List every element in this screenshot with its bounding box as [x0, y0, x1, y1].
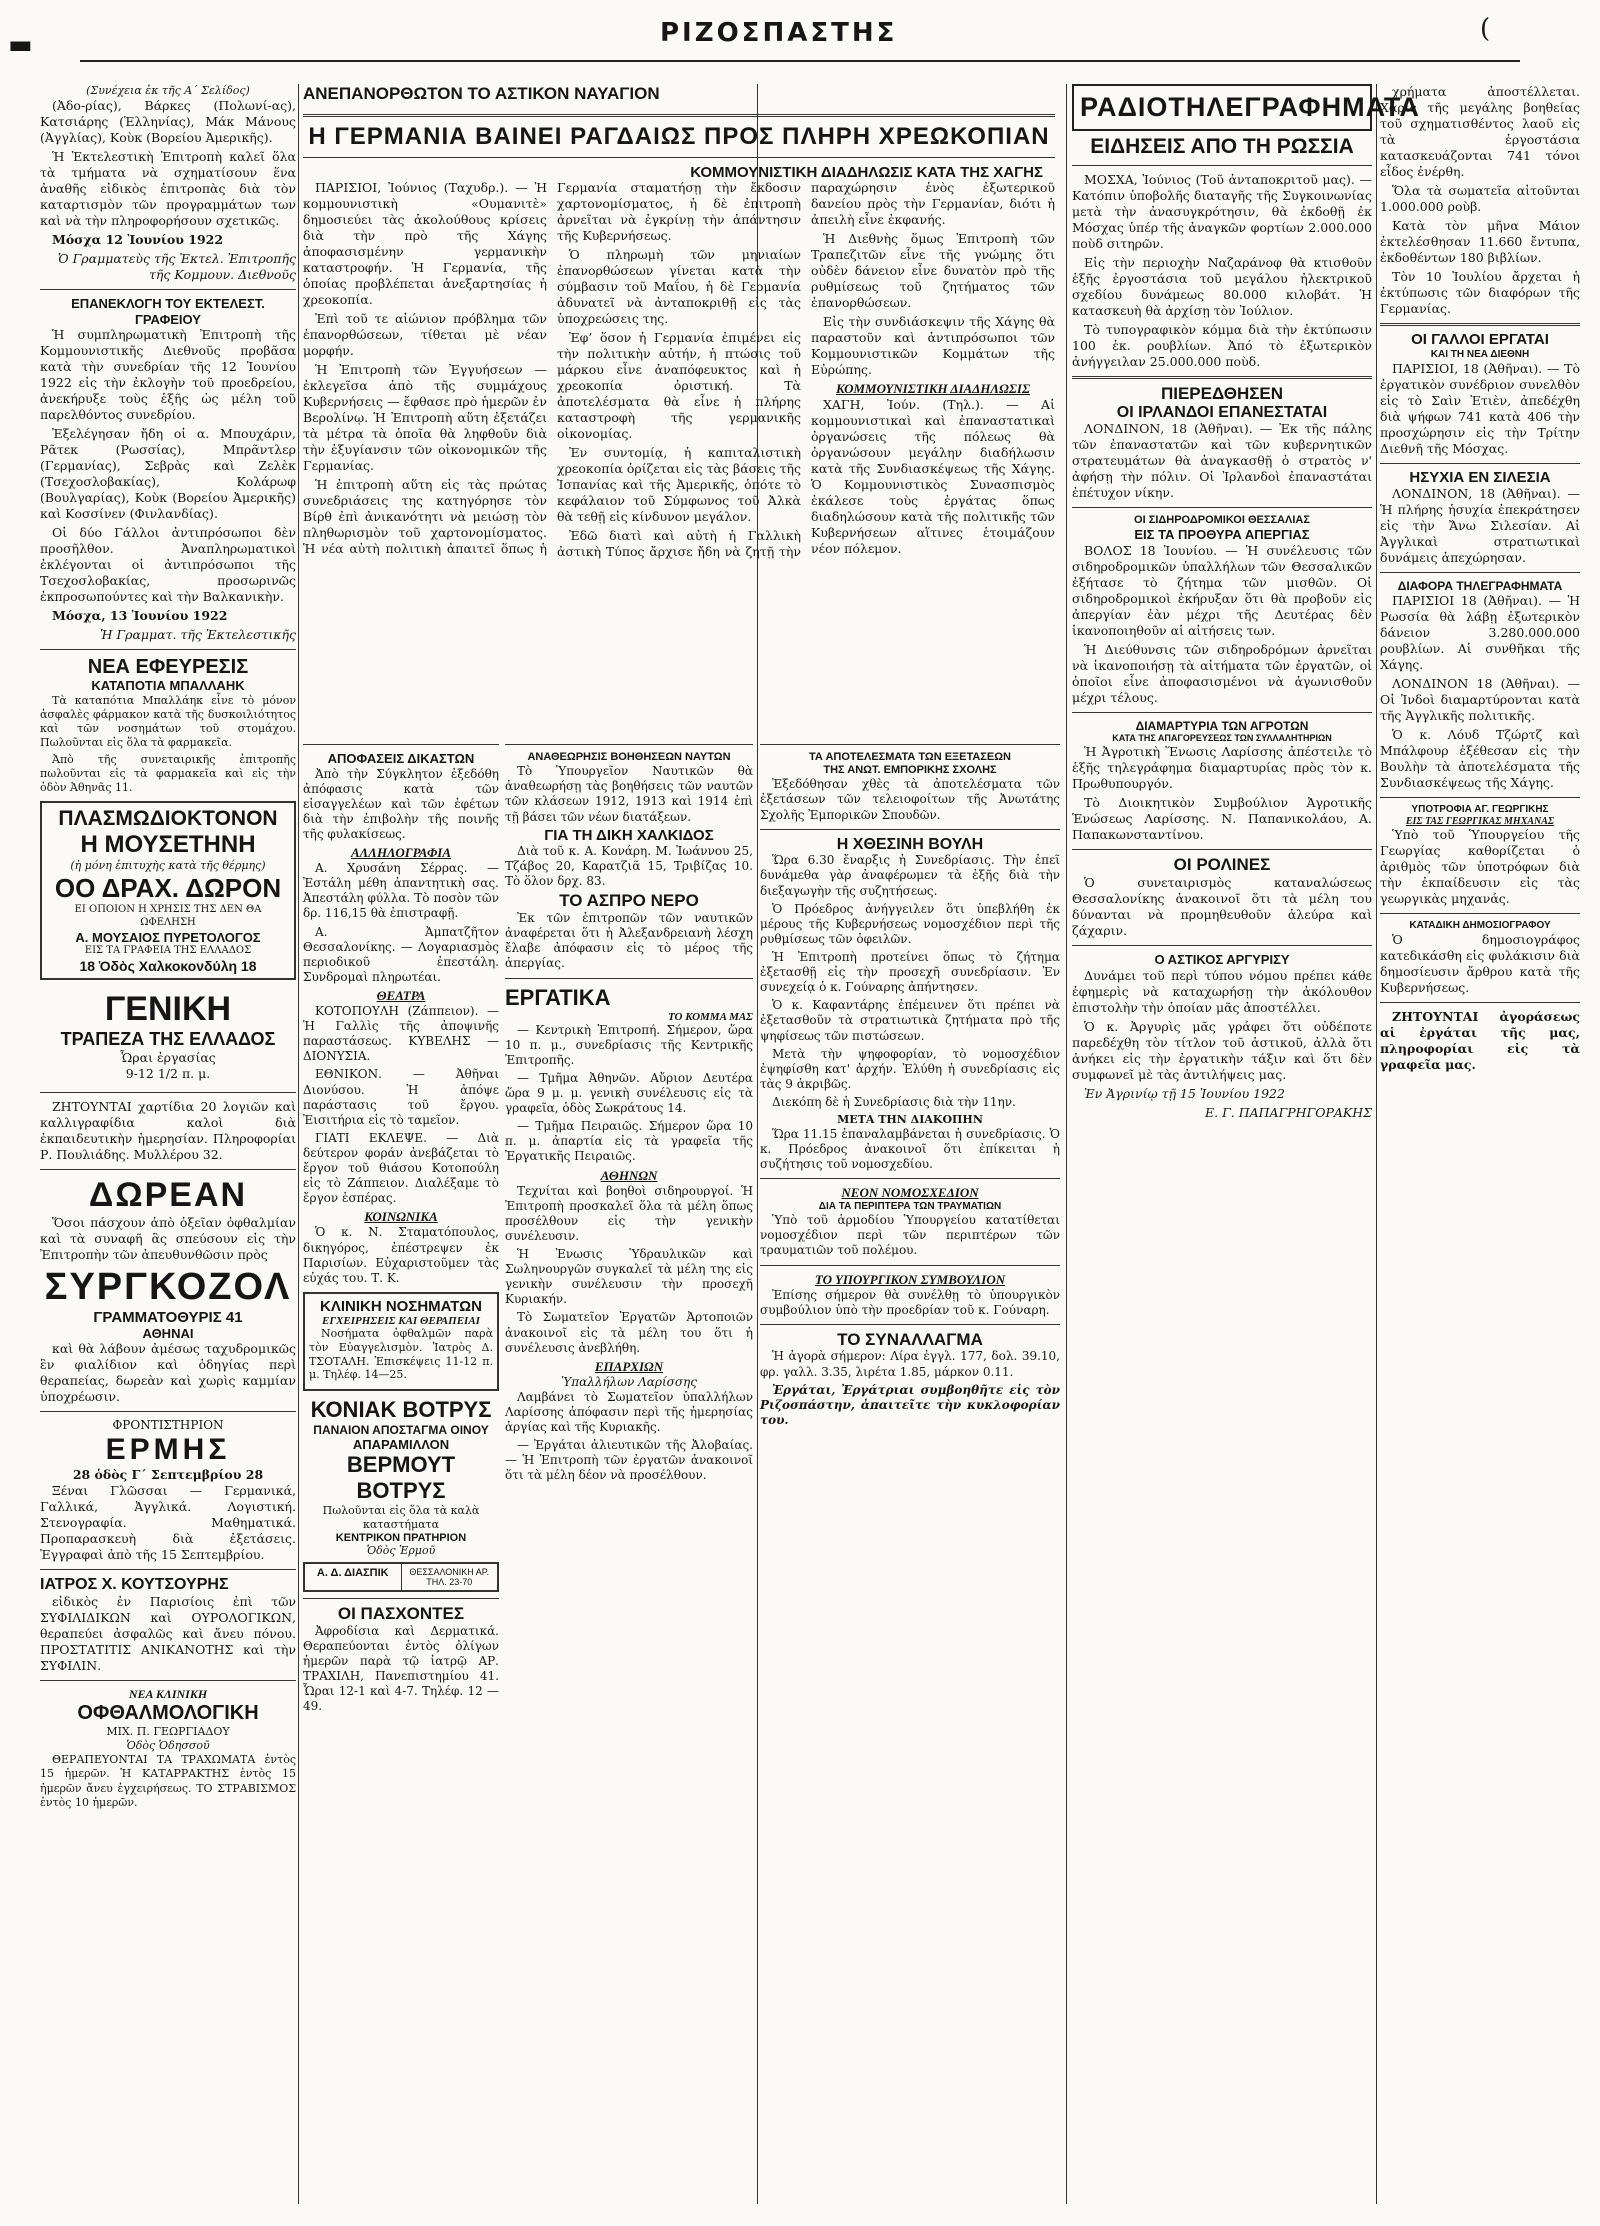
headline: ΔΙΑΜΑΡΤΥΡΙΑ ΤΩΝ ΑΓΡΟΤΩΝ	[1135, 719, 1309, 734]
ad-plasmodioktonon	[40, 801, 296, 979]
rule	[40, 1680, 296, 1681]
ad-text: 28 ὁδὸς Γ΄ Σεπτεμβρίου 28	[72, 1467, 264, 1483]
column-divider	[1066, 84, 1067, 2204]
ad-title: Η ΜΟΥΣΕΤΗΝΗ	[80, 831, 256, 859]
section-title: ΡΑΔΙΟΤΗΛΕΓΡΑΦΗΜΑΤΑ	[1080, 92, 1420, 122]
article-text: Οἱ δύο Γάλλοι ἀντιπρόσωποι δὲν προσῆλθον. Ἀναπληρωματικοὶ ἐκλέγονται οἱ ἀντιπρόσωποι τῆς Τσεχοσλοβακίας, προσωρινῶς ἐκπροσωπούντες καὶ τὴν Βαλκανικὴν.	[40, 525, 296, 605]
ad-text: ΘΕΣΣΑΛΟΝΙΚΗ ΑΡ. ΤΗΛ. 23-70	[401, 1564, 498, 1590]
headline: ΔΙΑΦΟΡΑ ΤΗΛΕΓΡΑΦΗΜΑΤΑ	[1397, 579, 1563, 593]
dateline: Ἐν Ἀγρινίῳ τῇ 15 Ἰουνίου 1922	[1084, 1085, 1285, 1101]
rule	[303, 157, 1055, 158]
article-text: ΜΟΣΧΑ, Ἰούνιος (Τοῦ ἀνταποκριτοῦ μας). — Κατόπιν ὑποβολῆς διαταγῆς τῆς Συγκοινωνίας μετὰ τὴν ἀνασυγκρότησιν, θὰ ἐκδοθῇ ἐκ Μόσχας ὑπέρ τῆς ἀναγκῶν φορτίων 2.000.000 ποὺδ σιτηρῶν.	[1072, 172, 1372, 251]
headline: ΟΙ ΡΟΛΙΝΕΣ	[1173, 855, 1271, 875]
headline: ΚΑΤΑΠΟΤΙΑ ΜΠΑΛΛΑΗΚ	[91, 678, 245, 694]
rule	[505, 744, 753, 745]
lead-body	[303, 180, 1055, 730]
classified-text: ΖΗΤΟΥΝΤΑΙ χαρτίδια 20 λογιῶν καὶ καλλιγραφίδια καλοὶ διὰ ἐκπαιδευτικὴν ἡμερησίαν. Πληροφορίαι Ρ. Πουλιάδης. Μυλλέρου 32.	[40, 1098, 296, 1162]
headline: ΥΠΟΤΡΟΦΙΑ ΑΓ. ΓΕΩΡΓΙΚΗΣ	[1411, 804, 1549, 816]
section-heading: ΕΙΣ ΤΑΣ ΓΕΩΡΓΙΚΑΣ ΜΗΧΑΝΑΣ	[1405, 816, 1555, 828]
article-text: ΠΑΡΙΣΙΟΙ, 18 (Ἀθῆναι). — Τὸ ἐργατικὸν συνέδριον συνελθὸν εἰς τὸ Σαὶν Ἐτιὲν, ἀπεδέχθη διὰ ψήφων 741 κατὰ 406 τὴν προσχώρησιν εἰς τὴν Τρίτην Διεθνῆ τῆς Μόσχας.	[1380, 360, 1580, 456]
article-text: Ἐφ’ ὅσον ἡ Γερμανία ἐπιμένει εἰς τὴν πολιτικὴν αὐτήν, ἡ πτώσις τοῦ μάρκου εἶνε ἀναπόφευκτος καὶ ἡ χρεοκοπία ὁριστική. Τὰ ἀποτελέσματα θὰ εἶνε ἡ πλήρης καταστροφὴ τῆς γερμανικῆς οἰκονομίας.	[557, 330, 801, 441]
column-divider	[1376, 84, 1377, 2204]
article-text: Ἡ Ἐπιτροπὴ τῶν Ἐγγυήσεων — ἐκλεγεῖσα ἀπὸ τῆς συμμάχους Κυβερνήσεις — ἔφθασε πρὸ ἡμερῶν ἐν Βερολίνῳ. Ἡ Ἐπιτροπὴ αὕτη ἐξετάζει τὰ μέτρα τὰ ὁποῖα θὰ ληφθοῦν διὰ τὴν ἐξυγίανσιν τῶν οἰκονομικῶν τῆς Γερμανίας.	[303, 362, 547, 473]
rule	[1380, 463, 1580, 464]
ad-title: ΟΟ ΔΡΑΧ. ΔΩΡΟΝ	[54, 873, 282, 904]
article-text: Ἐπίσης σήμερον θὰ συνέλθῃ τὸ ὑπουργικὸν συμβούλιον ὑπὸ τὴν προεδρίαν τοῦ κ. Γούναρη.	[760, 1287, 1060, 1317]
column-divider	[298, 84, 299, 2204]
column-2-lower	[303, 738, 499, 2208]
headline: ΕΙΔΗΣΕΙΣ ΑΠΟ ΤΗ ΡΩΣΣΙΑ	[1090, 135, 1354, 158]
ad-text: ΝΕΑ ΚΛΙΝΙΚΗ	[128, 1687, 208, 1702]
ad-text: Ἀφροδίσια καὶ Δερματικά. Θεραπεύονται ἐντὸς ὀλίγων ἡμερῶν παρὰ τῷ ἰατρῷ ΑΡ. ΤΡΑΧΙΛΗ, Πανεπιστημίου 41. Ὧραι 12-1 καὶ 4-7. Τηλέφ. 12 — 49.	[303, 1623, 499, 1714]
headline: ΑΠΟΦΑΣΕΙΣ ΔΙΚΑΣΤΩΝ	[327, 751, 475, 766]
article-text: ΛΟΝΔΙΝΟΝ, 18 (Ἀθῆναι). — Ἐκ τῆς πάλης τῶν ἐπαναστατῶν καὶ τῶν κυβερνητικῶν στρατευμάτων θὰ ἀναγκασθῇ ὁ στρατὸς ν' ἀφήσῃ τὴν πόλιν. Οἱ Ἰρλανδοὶ ἐπαναστάται ἐπέτυχον νίκην.	[1072, 421, 1372, 501]
rule	[40, 289, 296, 290]
headline: ΟΙ ΓΑΛΛΟΙ ΕΡΓΑΤΑΙ	[1411, 331, 1549, 348]
article-text: Ὅλα τὰ σωματεῖα αἰτοῦνται 1.000.000 ροὺβ.	[1380, 183, 1580, 214]
article-text: Ἐργάται, Ἐργάτριαι συμβοηθῆτε εἰς τὸν Ριζοσπάστην, ἀπαιτεῖτε τὴν κυκλοφορίαν του.	[760, 1382, 1060, 1427]
article-text: Ὑπὸ τοῦ ἁρμοδίου Ὑπουργείου κατατίθεται νομοσχέδιον περὶ τῶν περιπτέρων τῶν τραυματιῶν τοῦ πολέμου.	[760, 1213, 1060, 1258]
ad-text: Ὧραι ἐργασίας	[120, 1049, 216, 1065]
article-text: Ὑπὸ τοῦ Ὑπουργείου τῆς Γεωργίας καθορίζεται ὁ ἀριθμὸς τῶν ὑποτρόφων διὰ τὴν ἐκπαίδευσιν εἰς τὰς γεωργικὰς μηχανάς.	[1380, 827, 1580, 907]
article-text: ΒΟΛΟΣ 18 Ἰουνίου. — Ἡ συνέλευσις τῶν σιδηροδρομικῶν ὑπαλλήλων τῶν Θεσσαλικῶν ἐξήτασε τὸ ζήτημα τῶν μισθῶν. Οἱ σιδηροδρομικοὶ ἐκήρυξαν ὅτι θὰ προβοῦν εἰς ἀπεργίαν ἐὰν μέχρι τῆς Δευτέρας δὲν ἱκανοποιηθοῦν αἱ αἰτήσεις των.	[1072, 543, 1372, 639]
page-corner-mark: ▬	[8, 30, 33, 60]
ad-text: Πωλοῦνται εἰς ὅλα τὰ καλὰ καταστήματα	[322, 1504, 480, 1532]
ad-title: ΓΕΝΙΚΗ	[104, 989, 232, 1028]
article-text: Ὁ συνεταιρισμὸς καταναλώσεως Θεσσαλονίκης ἀνακοινοῖ ὅτι τὰ μέλη του δύνανται νὰ προμηθευθοῦν ἀλεύρα καὶ ζάχαριν.	[1072, 874, 1372, 938]
signature: Ἡ Γραμματ. τῆς Ἐκτελεστικῆς	[100, 627, 296, 643]
article-text: Ὁ κ. Καφαντάρης ἐπέμεινεν ὅτι πρέπει νὰ ἐξετασθοῦν τὰ στρατιωτικὰ ζητήματα πρὸ τῆς ψηφίσεως τῶν πιστώσεων.	[760, 998, 1060, 1043]
section-heading: ΤΟ ΥΠΟΥΡΓΙΚΟΝ ΣΥΜΒΟΥΛΙΟΝ	[814, 1271, 1006, 1287]
headline: ΟΙ ΠΑΣΧΟΝΤΕΣ	[337, 1603, 465, 1623]
ad-title: ΒΕΡΜΟΥΤ ΒΟΤΡΥΣ	[346, 1452, 456, 1504]
ad-text: Α. ΜΟΥΣΑΙΟΣ ΠΥΡΕΤΟΛΟΓΟΣ	[75, 930, 261, 946]
article-text: Δυνάμει τοῦ περὶ τύπου νόμου πρέπει κάθε ἐφημερὶς νὰ καταχωρήσῃ τὴν ἀκόλουθον ἐπιστολὴν τὴν ὁποίαν μᾶς ἀποστέλλει.	[1072, 967, 1372, 1015]
rule	[40, 1092, 296, 1093]
headline: ΗΣΥΧΙΑ ΕΝ ΣΙΛΕΣΙΑ	[1409, 468, 1551, 486]
article-text: ΛΟΝΔΙΝΟΝ 18 (Ἀθῆναι). — Οἱ Ἰνδοὶ διαμαρτύρονται κατὰ τῆς Ἀγγλικῆς πολιτικῆς.	[1380, 676, 1580, 724]
section-heading: ΚΟΜΜΟΥΝΙΣΤΙΚΗ ΔΙΑΔΗΛΩΣΙΣ	[836, 381, 1030, 396]
article-text: (Ἀδο-ρίας), Βάρκες (Πολωνί-ας), Κατσιάρης (Ἑλληνίας), Μάκ Μάνους (Ἀγγλίας), Κοὺκ (Βορείου Ἀμερικῆς).	[40, 98, 296, 146]
ad-title: ΣΥΡΓΚΟΖΟΛ	[44, 1265, 292, 1308]
article-text: Α. Ἀμπατζῆτον Θεσσαλονίκης. — Λογαριασμὸς περιοδικοῦ ἐπεστάλη. Συνδρομαὶ πληρωτέαι.	[303, 924, 499, 984]
ad-text: ΘΕΡΑΠΕΥΟΝΤΑΙ ΤΑ ΤΡΑΧΩΜΑΤΑ ἐντὸς 15 ἡμερῶν. Ἡ ΚΑΤΑΡΡΑΚΤΗΣ ἐντὸς 15 ἡμερῶν ἄνευ ἐγχειρήσεως. ΤΟ ΣΤΡΑΒΙΣΜΟΣ ἐντὸς 10 ἡμερῶν.	[40, 1753, 296, 1809]
article-text: ΠΑΡΙΣΙΟΙ 18 (Ἀθῆναι). — Ἡ Ρωσσία θὰ λάβῃ ἐξωτερικὸν δάνειον 3.280.000.000 ρουβλίων. Αἱ συνθῆκαι τῆς Χάγης.	[1380, 593, 1580, 673]
rule	[1380, 1002, 1580, 1003]
rule	[40, 1169, 296, 1170]
rule	[760, 744, 1060, 745]
ad-bank	[40, 986, 296, 1086]
article-text: Ἐν συντομίᾳ, ἡ καπιταλιστικὴ χρεοκοπία ὁρίζεται εἰς τὰς βάσεις τῆς Ἰσπανίας καὶ τῆς Ἀμερικῆς, ὁπότε τὸ κεφάλαιον τοῦ Σύμφωνος τοῦ Ἀλκὰ θὰ τεθῇ εἰς κίνδυνον μεγάλον.	[557, 445, 801, 524]
ad-text: καὶ θὰ λάβουν ἀμέσως ταχυδρομικῶς ἓν φιαλίδιον καὶ ὁδηγίας περὶ θεραπείας, δωρεὰν καὶ χωρὶς καμμίαν ὑποχρέωσιν.	[40, 1340, 296, 1404]
article-text: Ἐξεδόθησαν χθὲς τὰ ἀποτελέσματα τῶν ἐξετάσεων τῶν τελειοφοίτων τῆς Ἀνωτάτης Σχολῆς Ἐμπορικῶν Σπουδῶν.	[760, 777, 1060, 822]
rule	[303, 1598, 499, 1599]
section-heading: ΤΟ ΚΟΜΜΑ ΜΑΣ	[668, 1010, 753, 1023]
masthead-rule	[80, 60, 1520, 62]
article-text: ΚΟΤΟΠΟΥΛΗ (Ζάππειον). — Ἡ Γαλλὶς τῆς ἀποψινῆς παραστάσεως. ΚΥΒΕΛΗΣ — ΔΙΟΝΥΣΙΑ.	[303, 1004, 499, 1064]
lead-story-header	[303, 84, 755, 104]
ad-text: Ὁδὸς Ἑρμοῦ	[366, 1544, 436, 1558]
dateline: Μόσχα 12 Ἰουνίου 1922	[52, 232, 224, 248]
headline: ΑΝΑΘΕΩΡΗΣΙΣ ΒΟΗΘΗΣΕΩΝ ΝΑΥΤΩΝ	[527, 751, 731, 763]
ad-text: 9-12 1/2 π. μ.	[125, 1065, 211, 1081]
ad-text: Νοσήματα ὀφθαλμῶν παρὰ τὸν Εὐαγγελισμὸν. Ἰατρὸς Δ. ΤΣΟΤΑΛΗ. Ἐπισκέψεις 11-12 π. μ. Τηλέφ. 14—25.	[309, 1326, 493, 1382]
ad-text: ΜΙΧ. Π. ΓΕΩΡΓΙΑΔΟΥ	[106, 1725, 230, 1739]
article-text: Ἡ Ἐκτελεστικὴ Ἐπιτροπὴ καλεῖ ὅλα τὰ τμήματα νὰ σχηματίσουν ἕνα ἀναθῆς εἰδικὸς ἐπιτροπὰς διὰ τὸν καταρτισμὸν τῶν προγραμμάτων των καὶ νὰ τὴν πληροφορήσουν σχετικῶς.	[40, 149, 296, 229]
ad-frontistirion	[40, 1418, 296, 1563]
section-heading: ΝΕΟΝ ΝΟΜΟΣΧΕΔΙΟΝ	[841, 1185, 979, 1201]
signature: Ε. Γ. ΠΑΠΑΓΡΗΓΟΡΑΚΗΣ	[1205, 1104, 1372, 1120]
article-text: Τὸ Ὑπουργεῖον Ναυτικῶν θὰ ἀναθεωρήσῃ τὰς βοηθήσεις τῶν ναυτῶν τῶν κλάσεων 1912, 1913 καὶ 1914 ἐπὶ τῇ βάσει τῶν νέων διατάξεων.	[505, 764, 753, 824]
article-text: Ἐκ τῶν ἐπιτροπῶν τῶν ναυτικῶν ἀναφέρεται ὅτι ἡ Ἀλεξανδρειανὴ λέσχη ἔλαβε ἀπόφασιν εἰς τὸ μέρος τῆς ἀπεργίας.	[505, 911, 753, 971]
rule	[1072, 376, 1372, 379]
headline: ΕΙΣ ΤΑ ΠΡΟΘΥΡΑ ΑΠΕΡΓΙΑΣ	[1134, 527, 1310, 543]
article-text: Ἡ Διεύθυνσις τῶν σιδηροδρόμων ἀρνεῖται νὰ ἱκανοποιήσῃ τὰ αἰτήματα τῶν ἐργατῶν, οἱ ὁποῖοι εἶνε ἀποφασισμένοι νὰ ἀγωνισθοῦν μέχρι τέλους.	[1072, 642, 1372, 706]
column-3b	[760, 738, 1060, 2208]
rule	[760, 829, 1060, 830]
ad-text: ΕΙ ΟΠΟΙΟΝ Η ΧΡΗΣΙΣ ΤΗΣ ΔΕΝ ΘΑ ΩΦΕΛΗΣΗ	[74, 904, 262, 929]
section-title: ΕΡΓΑΤΙΚΑ	[505, 984, 611, 1010]
kicker: ΑΝΕΠΑΝΟΡΘΩΤΟΝ ΤΟ ΑΣΤΙΚΟΝ ΝΑΥΑΓΙΟΝ	[303, 84, 660, 103]
ad-text: Τὰ καταπότια Μπαλλάηκ εἶνε τὸ μόνον ἀσφαλὲς φάρμακον κατὰ τῆς δυσκοιλιότητος καὶ τῶν νοσημάτων τοῦ στομάχου. Πωλοῦνται εἰς ὅλα τὰ φαρμακεῖα.	[40, 693, 296, 750]
article-text: Ἐδῶ διατὶ καὶ αὐτὴ ἡ Γαλλικὴ ἀστικὴ Τύπος ἄρχισε ἤδη νὰ ζητῇ τὴν παραχώρησιν ἑνὸς ἐξωτερικοῦ δανείου πρὸς τὴν Γερμανίαν, διότι ἡ ἀπειλὴ εἶνε ἐκφανής.	[557, 180, 1055, 559]
page-corner-mark: (	[1480, 14, 1491, 44]
article-text: Τὸ Σωματεῖον Ἐργατῶν Ἀρτοποιῶν ἀνακοινοῖ εἰς τὰ μέλη του ὅτι ἡ συνέλευσις ἀνεβλήθη.	[505, 1310, 753, 1355]
headline: ΚΑΤΑ ΤΗΣ ΑΠΑΓΟΡΕΥΣΕΩΣ ΤΩΝ ΣΥΛΛΑΛΗΤΗΡΙΩΝ	[1112, 733, 1332, 744]
headline: ΠΙΕΡΕΔΘΗΣΕΝ	[1160, 384, 1284, 403]
ad-text: Ξέναι Γλῶσσαι — Γερμανικά, Γαλλικά, Ἀγγλικά. Λογιστική. Στενογραφία. Μαθηματικά. Προπαρασκευὴ διὰ ἐξετάσεις. Ἐγγραφαὶ ἀπὸ τῆς 15 Σεπτεμβρίου.	[40, 1483, 296, 1563]
section-heading: ΘΕΑΤΡΑ	[376, 988, 426, 1004]
article-text: Διὰ τοῦ κ. Α. Κονάρη. Μ. Ἰωάννου 25, Τζάβος 20, Καρατζιᾶ 15, Τριβίζας 10. Τὸ ὅλον δρχ. 83.	[505, 844, 753, 889]
ad-votrys	[303, 1397, 499, 1592]
ad-title: ΤΡΑΠΕΖΑ ΤΗΣ ΕΛΛΑΔΟΣ	[60, 1028, 276, 1049]
lead-headline: Η ΓΕΡΜΑΝΙΑ ΒΑΙΝΕΙ ΡΑΓΔΑΙΩΣ ΠΡΟΣ ΠΛΗΡΗ ΧΡΕΩΚΟΠΙΑΝ	[308, 123, 1050, 150]
section-heading: ΚΟΙΝΩΝΙΚΑ	[364, 1209, 438, 1225]
column-3	[505, 738, 753, 2208]
ad-title: ΙΑΤΡΟΣ Χ. ΚΟΥΤΣΟΥΡΗΣ	[40, 1576, 229, 1594]
article-text: ΕΘΝΙΚΟΝ. — Ἀθῆναι Διονύσου. Ἡ ἀπόψε παράστασις τοῦ ἔργου. Ἐισιτήρια εἰς τὸ ταμεῖον.	[303, 1067, 499, 1127]
headline: ΓΙΑ ΤΗ ΔΙΚΗ ΧΑΛΚΙΔΟΣ	[544, 826, 714, 844]
article-text: Ὁ πληρωμὴ τῶν μηνιαίων ἐπανορθώσεων γίνεται κατὰ τὴν σύμβασιν τοῦ Μαΐου, ἡ δὲ Γερμανία ἀδυνατεῖ νὰ ἀνταποκριθῇ εἰς τὰς ὑποχρεώσεις της.	[557, 247, 801, 326]
headline: ΝΕΑ ΕΦΕΥΡΕΣΙΣ	[87, 656, 249, 679]
article-text: Ὁ δημοσιογράφος κατεδικάσθη εἰς φυλάκισιν διὰ δημοσίευσιν ἄρθρου κατὰ τῆς Κυβερνήσεως.	[1380, 932, 1580, 996]
article-text: χρήματα ἀποστέλλεται. Χάρις τῆς μεγάλης βοηθείας τοῦ σχηματισθέντος λαοῦ εἰς τὰ ἐργοστάσια κατασκευάζονται 741 τόνοι εἶδος ἐνέρθη.	[1380, 84, 1580, 179]
article-text: Ἡ Ἀγροτικὴ Ἕνωσις Λαρίσσης ἀπέστειλε τὸ ἑξῆς τηλεγράφημα διαμαρτυρίας πρὸς τὸν κ. Πρωθυπουργόν.	[1072, 744, 1372, 792]
article-text: Μετὰ τὴν ψηφοφορίαν, τὸ νομοσχέδιον ἐψηφίσθη κατ' ἀρχήν. Ἐλύθη ἡ συνεδρίασις εἰς τὰς 9 ἀκριβῶς.	[760, 1046, 1060, 1091]
headline: ΟΙ ΣΙΔΗΡΟΔΡΟΜΙΚΟΙ ΘΕΣΣΑΛΙΑΣ	[1134, 514, 1310, 527]
rule	[1380, 572, 1580, 573]
column-4	[1072, 84, 1420, 2204]
article-text: ΓΙΑΤΙ ΕΚΛΕΨΕ. — Διὰ δεύτερον φοράν ἀνεβάζεται τὸ ἔργον τοῦ θιάσου Κοτοπούλη εἰς τὸ Ζάππειον. Διαλέξαμε τὸ ἔργον ἑσπέρας.	[303, 1130, 499, 1206]
rule	[40, 1569, 296, 1570]
continuation-note: (Συνέχεια ἐκ τῆς Α΄ Σελίδος)	[86, 84, 250, 97]
ad-text: Ὁδὸς Ὁδησσοῦ	[126, 1739, 210, 1753]
headline: ΤΟ ΣΥΝΑΛΛΑΓΜΑ	[837, 1329, 983, 1349]
ad-text: 18 Ὁδὸς Χαλκοκονδύλη 18	[79, 957, 257, 974]
rule	[760, 1265, 1060, 1266]
article-text: ΧΑΓΗ, Ἰούν. (Τηλ.). — Αἱ κομμουνιστικαὶ καὶ ἐπαναστατικαὶ ὀργανώσεις τῆς πόλεως θὰ ὀργανώσουν μεγάλην διαδήλωσιν κατὰ τῆς Συνδιασκέψεως τῆς Χάγης. Ὁ Κομμουνιστικὸς Συνασπισμὸς ἐκάλεσε τοὺς ἐργάτας ὅπως διαδηλώσουν κατὰ τῆς πολιτικῆς τῶν Κυβερνήσεων αἵτινες ἑτοιμάζουν νέον πόλεμον.	[811, 397, 1055, 556]
ad-title: ΟΦΘΑΛΜΟΛΟΓΙΚΗ	[77, 1702, 259, 1725]
ad-text: ΑΘΗΝΑΙ	[142, 1325, 194, 1341]
headline: ΚΑΤΑΔΙΚΗ ΔΗΜΟΣΙΟΓΡΑΦΟΥ	[1409, 920, 1551, 932]
ad-title: ΚΛΙΝΙΚΗ ΝΟΣΗΜΑΤΩΝ	[319, 1297, 482, 1315]
rule	[1380, 913, 1580, 914]
article-text: Τὸ Διοικητικὸν Συμβούλιον Ἀγροτικῆς Ἑνώσεως Λαρίσσης. Ν. Παπανικολάου, Α. Παπακωνσταντίνου.	[1072, 795, 1372, 843]
column-5	[1380, 84, 1580, 2204]
rule	[40, 1411, 296, 1412]
ad-text: ΑΠΑΡΑΜΙΛΛΟΝ	[352, 1437, 450, 1453]
rule	[1072, 165, 1372, 166]
article-text: Ὁ κ. Λόυδ Τζώρτζ καὶ Μπάλφουρ ἐξέθεσαν εἰς τὴν Βουλὴν τὰ ἀποτελέσματα τῆς Συνδιασκέψεως τῆς Χάγης.	[1380, 727, 1580, 791]
headline: Ο ΑΣΤΙΚΟΣ ΑΡΓΥΡΙΣΥ	[1154, 951, 1290, 967]
article-text: Ἡ ἀγορὰ σήμερον: Λίρα ἐγγλ. 177, δολ. 39.10, φρ. γαλλ. 3.35, λιρέτα 1.85, μάρκον 0.11.	[760, 1349, 1060, 1379]
headline: ΟΙ ΙΡΛΑΝΔΟΙ ΕΠΑΝΕΣΤΑΤΑΙ	[1116, 403, 1328, 421]
article-text: Εἰς τὴν συνδιάσκεψιν τῆς Χάγης θὰ παραστοῦν καὶ ἀντιπρόσωποι τῶν Κομμουνιστικῶν Κομμάτων τῆς Εὐρώπης.	[811, 314, 1055, 377]
classified-text: ΖΗΤΟΥΝΤΑΙ ἀγοράσεως αἱ ἐργάται τῆς μας, πληροφορίαι εἰς τὰ γραφεῖα μας.	[1380, 1009, 1580, 1073]
headline: ΕΠΑΝΕΚΛΟΓΗ ΤΟΥ ΕΚΤΕΛΕΣΤ. ΓΡΑΦΕΙΟΥ	[71, 296, 265, 327]
article-text: Διεκόπη δὲ ἡ Συνεδρίασις διὰ τὴν 11ην.	[772, 1094, 1016, 1109]
rule	[1072, 849, 1372, 850]
rule	[760, 1324, 1060, 1325]
article-text: Τεχνίται καὶ βοηθοὶ σιδηρουργοί. Ἡ Ἐπιτροπὴ προσκαλεῖ ὅλα τὰ μέλη ὅπως προσέλθουν εἰς τὴν γενικὴν συνέλευσιν.	[505, 1183, 753, 1243]
signature: Ὁ Γραμματεὺς τῆς Ἐκτελ. Ἐπιτροπῆς τῆς Κομμουν. Διεθνοῦς	[57, 251, 296, 283]
article-text: Ἡ Ἐνωσις Ὑδραυλικῶν καὶ Σωληνουργῶν συγκαλεῖ τὰ μέλη της εἰς γενικὴν συνέλευσιν τὴν προσεχῆ Κυριακήν.	[505, 1247, 753, 1307]
ad-title: ΔΩΡΕΑΝ	[88, 1175, 248, 1214]
section-heading: ΕΠΑΡΧΙΩΝ	[594, 1358, 664, 1374]
article-text: — Τμῆμα Ἀθηνῶν. Αὔριον Δευτέρα ὥρα 9 μ. μ. γενικὴ συνέλευσις εἰς τὰ γραφεῖα, ὁδὸς Σωκράτους 14.	[505, 1070, 753, 1116]
article-text: Ὥρα 6.30 ἔναρξις ἡ Συνεδρίασις. Τὴν ἐπεῖ δυνάμεθα γὰρ ἀναφέρωμεν τὰ ἑξῆς διὰ τὴν διεξαγωγὴν τῆς συζητήσεως.	[760, 853, 1060, 898]
rule	[303, 114, 1055, 117]
article-text: — Κεντρικὴ Ἐπιτροπή. Σήμερον, ὥρα 10 π. μ., συνεδρίασις τῆς Κεντρικῆς Ἐπιτροπῆς.	[505, 1022, 753, 1067]
ad-text: ΠΑΝΑΙΟΝ ΑΠΟΣΤΑΓΜΑ ΟΙΝΟΥ	[313, 1423, 489, 1438]
headline: ΔΙΑ ΤΑ ΠΕΡΙΠΤΕΡΑ ΤΩΝ ΤΡΑΥΜΑΤΙΩΝ	[818, 1201, 1002, 1213]
radio-banner	[1072, 84, 1420, 131]
ad-text: ΓΡΑΜΜΑΤΟΘΥΡΙΣ 41	[93, 1308, 243, 1326]
headline: Η ΧΘΕΣΙΝΗ ΒΟΥΛΗ	[836, 835, 984, 853]
headline: ΤΑ ΑΠΟΤΕΛΕΣΜΑΤΑ ΤΩΝ ΕΞΕΤΑΣΕΩΝ	[808, 751, 1011, 763]
rule	[1380, 323, 1580, 326]
article-text: — Ἐργάται ἀλιευτικῶν τῆς Ἀλοβαίας. — Ἡ Ἐπιτροπὴ τῶν ἐργατῶν ἀνακοινοῖ ὅτι τὰ μέλη δέον νὰ προσέλθουν.	[505, 1438, 753, 1483]
article-text: — Τμῆμα Πειραιῶς. Σήμερον ὥρα 10 π. μ. ἀπαρτία εἰς τὰ γραφεῖα τῆς Ἐργατικῆς Πειραιῶς.	[505, 1119, 753, 1164]
ad-title: ΠΛΑΣΜΩΔΙΟΚΤΟΝΟΝ	[58, 807, 278, 831]
ad-text: ΕΓΧΕΙΡΗΣΕΙΣ ΚΑΙ ΘΕΡΑΠΕΙΑΙ	[322, 1314, 480, 1327]
article-text: Ἡ Ἐπιτροπὴ προτείνει ὅπως τὸ ζήτημα ἐξετασθῇ εἰς τὴν προσεχῆ συνεδρίασιν. Ἐν συνεχείᾳ ὁ κ. Γούναρης ἀπήντησεν.	[760, 949, 1060, 995]
article-text: Τὸν 10 Ἰουλίου ἄρχεται ἡ ἐκτύπωσις τῶν διαφόρων τῆς Γερμανίας.	[1380, 269, 1580, 316]
ad-text: εἰδικὸς ἐν Παρισίοις ἐπὶ τῶν ΣΥΦΙΛΙΔΙΚΩΝ καὶ ΟΥΡΟΛΟΓΙΚΩΝ, θεραπεύει ἀσφαλῶς καὶ ἄνευ πόνου. ΠΡΟΣΤΑΤΙΤΙΣ ΑΝΙΚΑΝΟΤΗΣ καὶ τὴν ΣΥΦΙΛΙΝ.	[40, 1594, 296, 1674]
dateline: Μόσχα, 13 Ἰουνίου 1922	[52, 608, 228, 624]
ad-text: ΦΡΟΝΤΙΣΤΗΡΙΟΝ	[112, 1417, 224, 1432]
ad-text: ΕΙΣ ΤΑ ΓΡΑΦΕΙΑ ΤΗΣ ΕΛΛΑΔΟΣ	[84, 945, 252, 957]
article-text: ΛΟΝΔΙΝΟΝ, 18 (Ἀθῆναι). — Ἡ πλήρης ἡσυχία ἐπεκράτησεν εἰς τὴν Ἄνω Σιλεσίαν. Αἱ Ἀγγλικαὶ στρατιωτικαὶ δυνάμεις ἀπεχώρησαν.	[1380, 486, 1580, 565]
rule	[760, 1178, 1060, 1179]
masthead	[40, 8, 1560, 70]
rule	[1072, 507, 1372, 508]
ad-text: Α. Δ. ΔΙΑΣΠΙΚ	[316, 1566, 389, 1579]
headline: ΚΑΙ ΤΗ ΝΕΑ ΔΙΕΘΝΗ	[1430, 348, 1530, 360]
section-heading: ΑΘΗΝΩΝ	[600, 1167, 658, 1183]
subheading: ΜΕΤΑ ΤΗΝ ΔΙΑΚΟΠΗΝ	[837, 1113, 983, 1127]
rule	[1072, 945, 1372, 946]
ad-syrgkozol	[40, 1176, 296, 1405]
ad-ophthalmology	[40, 1687, 296, 1809]
rule	[1072, 712, 1372, 713]
article-text: Ἡ Διεθνὴς ὅμως Ἐπιτροπὴ τῶν Τραπεζιτῶν εἶνε τῆς γνώμης ὅτι οὐδὲν δάνειον εἶνε δυνατὸν πρὸ τῆς ρυθμίσεως τοῦ ζητήματος τῶν ἐπανορθώσεων.	[811, 231, 1055, 310]
rule	[1380, 797, 1580, 798]
article-text: Ὥρα 11.15 ἐπαναλαμβάνεται ἡ συνεδρίασις. Ὁ κ. Πρόεδρος ἀνακοινοῖ ὅτι ἐπίκειται ἡ συζήτησις τοῦ νομοσχεδίου.	[760, 1126, 1060, 1172]
rule	[505, 978, 753, 979]
ad-title: ΚΟΝΙΑΚ ΒΟΤΡΥΣ	[310, 1397, 492, 1423]
rule	[303, 744, 499, 745]
article-text: Ὁ Πρόεδρος ἀνήγγειλεν ὅτι ὑπεβλήθη ἐκ μέρους τῆς Κυβερνήσεως νομοσχέδιον περὶ τῆς ρυθμίσεως τῶν ὀφειλῶν.	[760, 901, 1060, 946]
ad-text: ΚΕΝΤΡΙΚΟΝ ΠΡΑΤΗΡΙΟΝ	[335, 1532, 467, 1545]
article-text: Α. Χρυσάνη Σέρρας. — Ἐστάλη μέθη ἀπαντητικὴ σας. Ἀπεστάλη φύλλα. Τὸ ποσὸν τῶν δρ. 116,15 θὰ ἐπιστραφῇ.	[303, 861, 499, 921]
section-heading: Ὑπαλλήλων Λαρίσσης	[561, 1374, 697, 1389]
ad-text: Ὅσοι πάσχουν ἀπὸ ὀξεῖαν ὀφθαλμίαν καὶ τὰ συναφῆ ἃς σπεύσουν εἰς τὴν Ἐπιτροπὴν τῶν ἀπευθυνθῶσιν πρὸς	[40, 1214, 296, 1262]
article-text: Ὁ κ. Ν. Σταματόπουλος, δικηγόρος, ἐπέστρεψεν ἐκ Παρισίων. Εὐχαριστοῦμεν τὰς εὐχάς του. Τ. Κ.	[303, 1225, 499, 1285]
ad-text: Ἀπὸ τῆς συνεταιρικῆς ἐπιτροπῆς πωλοῦνται εἰς τὰ φαρμακεῖα καὶ εἰς τὴν ὁδὸν Ἀθηνᾶς 11.	[40, 753, 296, 795]
article-text: Ἐξελέγησαν ἤδη οἱ α. Μπουχάριν, Ρᾶτεκ (Ρωσσίας), Μπρᾶντλερ (Γερμανίας), Σεβρὰς καὶ Ζελὲκ (Τσεχοσλοβακίας), Κολάρωφ (Βουλγαρίας), Κοὺκ (Βορείου Ἀμερικῆς) καὶ Κοσσίνεν (Φινλανδίας).	[40, 426, 296, 522]
rule	[40, 649, 296, 650]
article-text: Ἡ συμπληρωματικὴ Ἐπιτροπὴ τῆς Κομμουνιστικῆς Διεθνοῦς προβᾶσα κατὰ τὴν συνεδρίαν τῆς 12 Ἰουνίου 1922 εἰς τὴν ἐκλογὴν τοῦ προεδρείου, ἀνεκήρυξε τοὺς ἑξῆς ὡς μέλη τοῦ παρελθόντος συνεδρίου.	[40, 327, 296, 423]
newspaper-title: ΡΙΖΟΣΠΑΣΤΗΣ	[660, 18, 898, 48]
lead-story	[303, 108, 1055, 181]
article-text: Ὁ κ. Ἀργυρὶς μᾶς γράφει ὅτι οὐδέποτε παρεδέχθη τὸν τίτλον τοῦ ἀστικοῦ, ἀλλὰ ὅτι ἀνήκει εἰς τὴν ἐργατικὴν τάξιν καὶ ὅτι δὲν συμφωνεῖ μὲ τὰς ἀντιλήψεις μας.	[1072, 1018, 1372, 1082]
lead-subheadline: ΚΟΜΜΟΥΝΙΣΤΙΚΗ ΔΙΑΔΗΛΩΣΙΣ ΚΑΤΑ ΤΗΣ ΧΑΓΗΣ	[690, 164, 1043, 181]
ad-title: ΕΡΜΗΣ	[105, 1433, 231, 1467]
ad-text: (ἡ μόνη ἐπιτυχὴς κατὰ τῆς θέρμης)	[70, 859, 266, 873]
column-1	[40, 84, 296, 2204]
ad-stamp	[303, 1562, 499, 1592]
article-text: ΠΑΡΙΣΙΟΙ, Ἰούνιος (Ταχυδρ.). — Ἡ κομμουνιστικὴ «Ουμανιτὲ» δημοσιεύει τὰς ἀκολούθους κρίσεις διὰ τὴν πρὸ τῆς Χάγης ἀποφασισμένην γερμανικὴν καταστροφήν. Ἡ Γερμανία, τῆς ὁποίας προβλέπεται ἀνεξαρτησίας ἡ χρεοκοπία.	[303, 180, 547, 307]
article-text: Κατὰ τὸν μῆνα Μάιον ἐκτελέσθησαν 11.660 ἔντυπα, ἐκδοθέντων 180 βιβλίων.	[1380, 218, 1580, 265]
ad-clinic	[303, 1292, 499, 1391]
article-text: Ἀπὸ τὴν Σύγκλητον ἐξεδόθη ἀπόφασις κατὰ τῶν εἰσαγγελέων καὶ τῶν ἐφέτων διὰ τὴν ἐπιβολὴν τῆς ποινῆς τῆς φυλακίσεως.	[303, 766, 499, 842]
section-heading: ΑΛΛΗΛΟΓΡΑΦΙΑ	[350, 845, 452, 861]
article-text: Τὸ τυπογραφικὸν κόμμα διὰ τὴν ἐκτύπωσιν 100 ἑκ. ρουβλίων. Ἀπό τὸ ἐξωτερικὸν ἀνήγγειλαν 25.000.000 ποὺδ.	[1072, 322, 1372, 369]
article-text: Ἐπὶ τοῦ τε αἰώνιον πρόβλημα τῶν ἐπανορθώσεων, τίθεται μὲ νέαν μορφήν.	[303, 311, 547, 358]
article-text: Λαμβάνει τὸ Σωματεῖον ὑπαλλήλων Λαρίσσης ἀπόφασιν περὶ τῆς ἡμερησίας ἀργίας καὶ τῆς Κυριακῆς.	[505, 1389, 753, 1435]
article-text: Εἰς τὴν περιοχὴν Ναζαράνοφ θὰ κτισθοῦν ἑξῆς ἐργοστάσια τοῦ μεγάλου ἠλεκτρικοῦ σχεδίου δυνάμεως 80.000 κιλοβάτ. Ἡ κατασκευὴ θὰ ἀρχίσῃ τὸν Ἰούλιον.	[1072, 255, 1372, 318]
headline: ΤΟ ΑΣΠΡΟ ΝΕΡΟ	[559, 891, 699, 911]
headline: ΤΗΣ ΑΝΩΤ. ΕΜΠΟΡΙΚΗΣ ΣΧΟΛΗΣ	[823, 764, 997, 777]
article-text: Ἡ ἐπιτροπὴ αὕτη εἰς τὰς πρώτας συνεδριάσεις της κατηγόρησε τὸν Βίρθ ἐπὶ ἀνικανότητι νὰ μειώσῃ τὸν πληθωρισμὸν τοῦ χαρτονομίσματος. Ἡ νέα αὐτὴ πολιτικὴ ἀπαιτεῖ ὅπως ἡ Γερμανία σταματήσῃ τὴν ἔκδοσιν χαρτονομίσματος, ἡ δὲ ἐπιτροπὴ ἀρνεῖται νὰ ἐγκρίνῃ τὴν ἀπάντησιν τῆς Κυβερνήσεως.	[303, 180, 801, 556]
